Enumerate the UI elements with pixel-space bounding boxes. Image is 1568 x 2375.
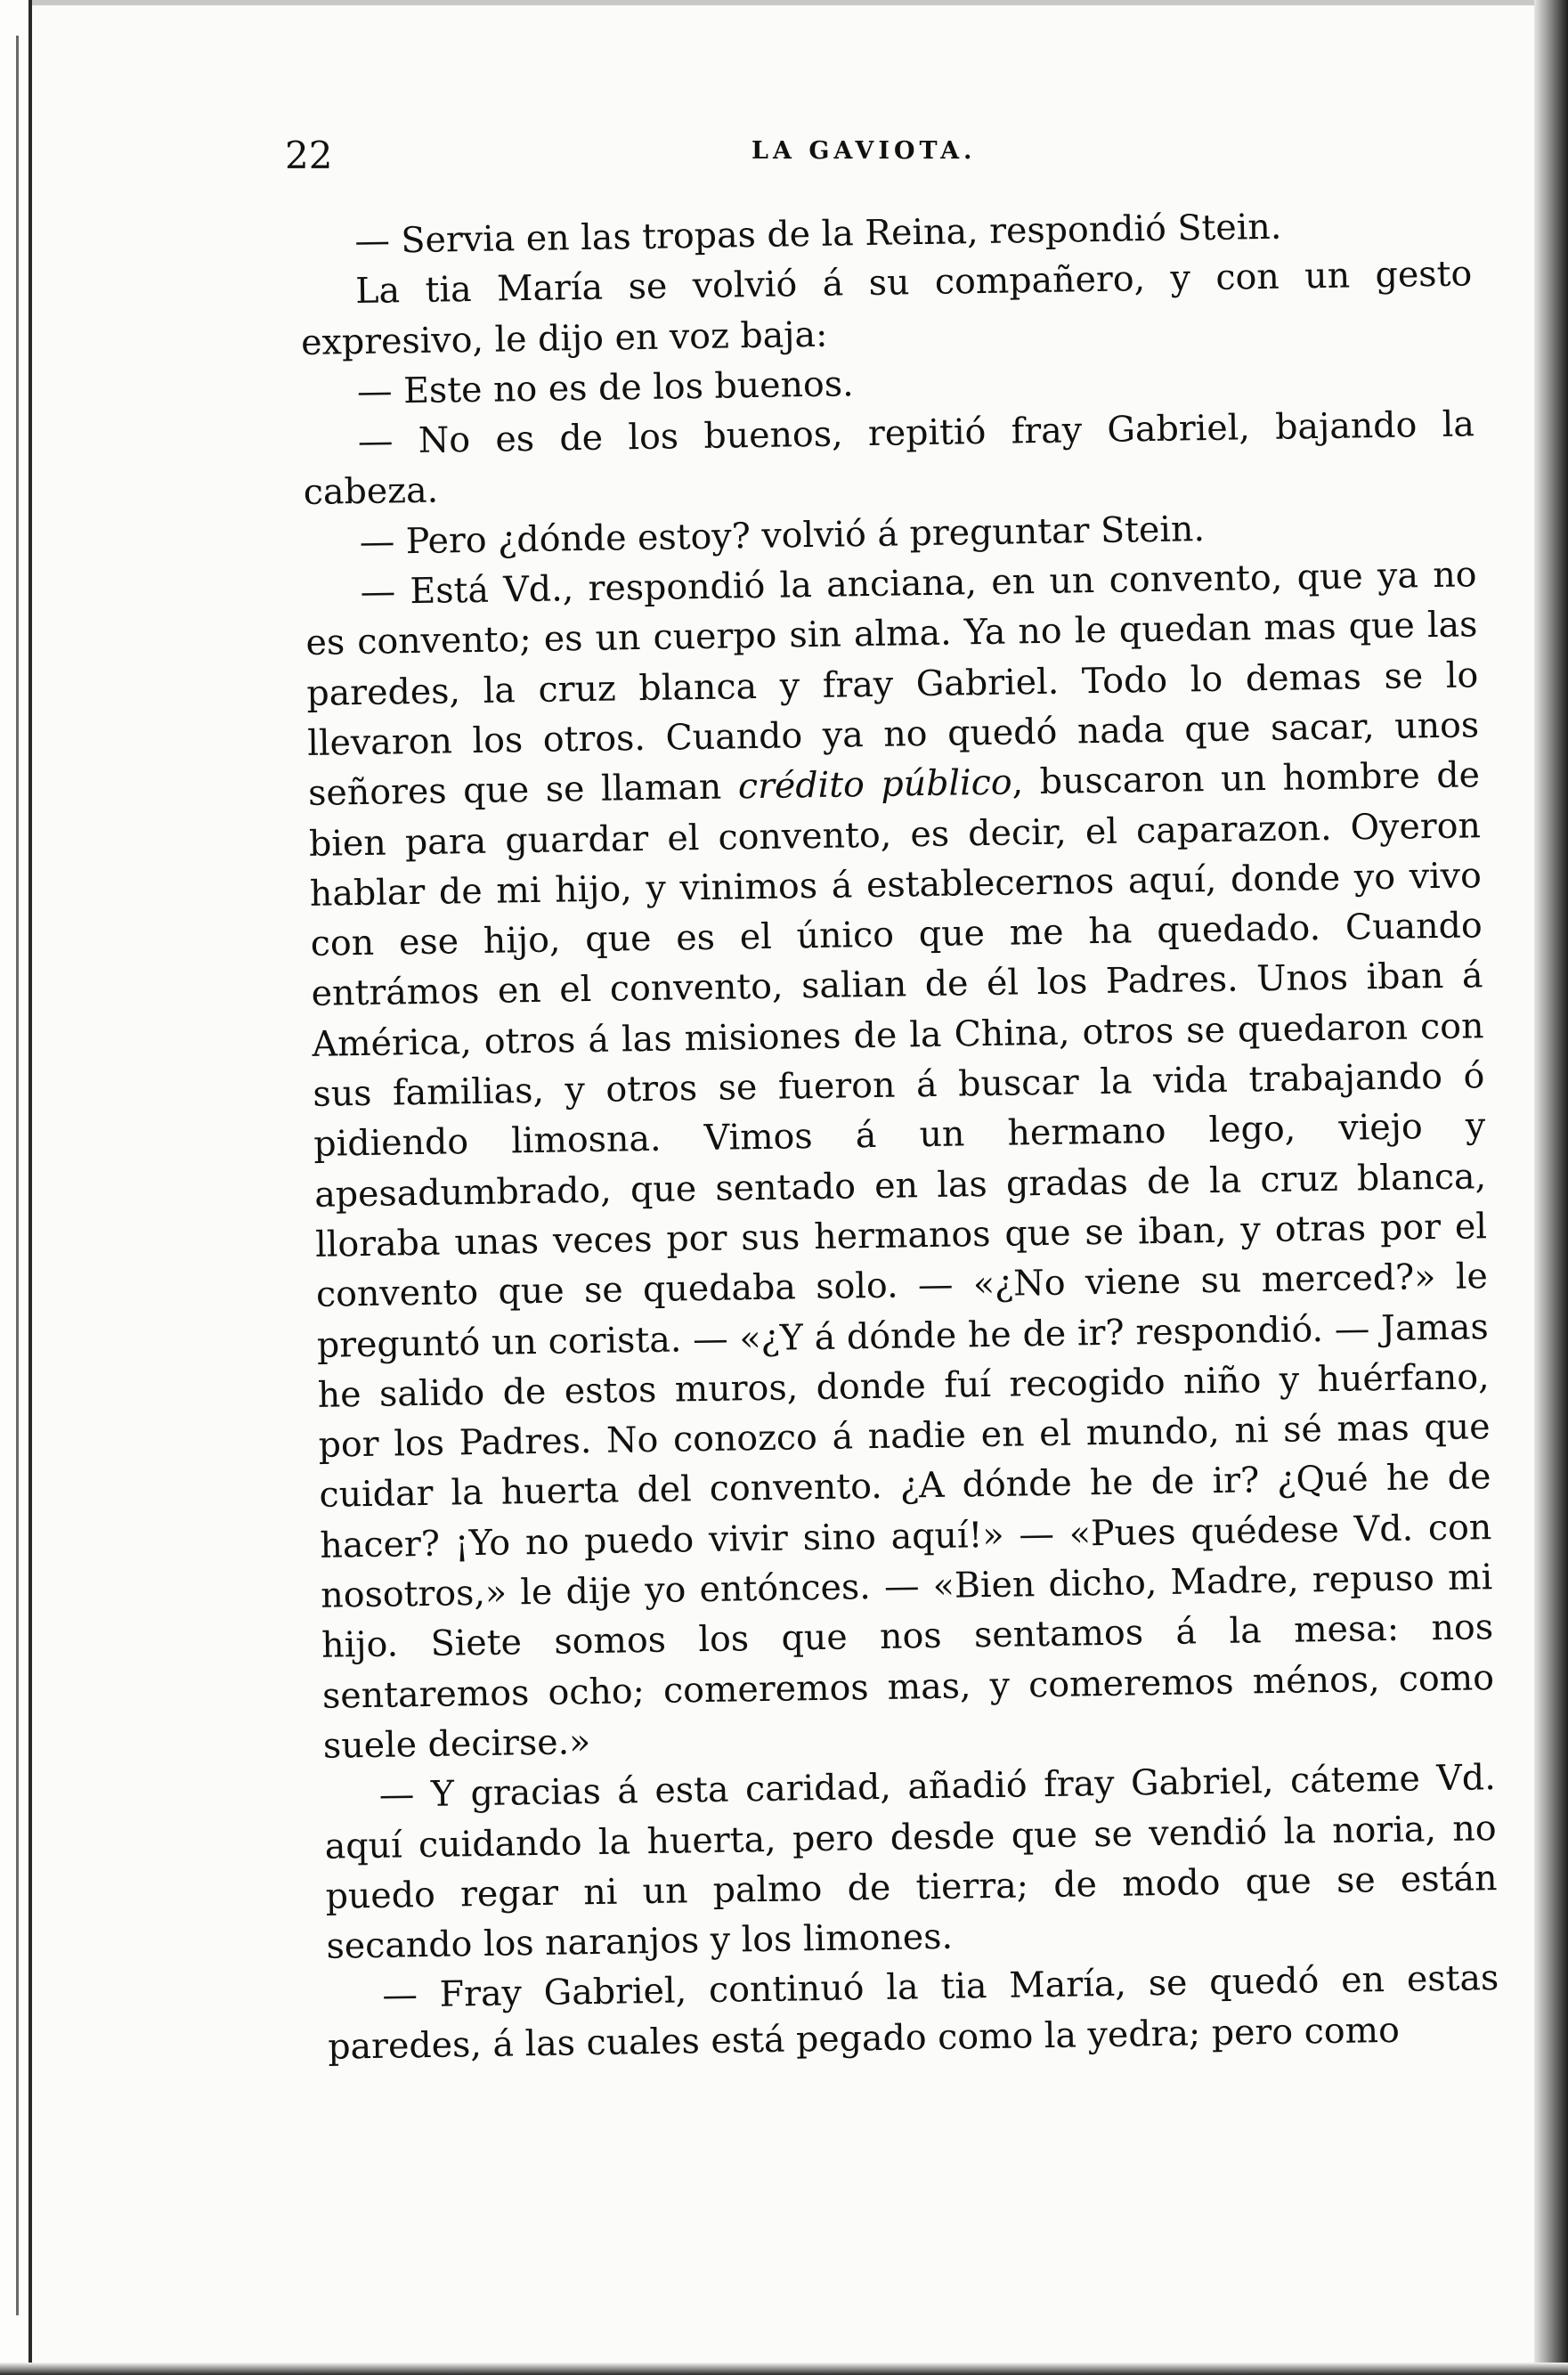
running-title: LA GAVIOTA. <box>752 137 977 165</box>
page-number: 22 <box>285 134 333 177</box>
binding-shadow-line <box>16 36 19 2315</box>
scan-right-edge <box>1534 0 1568 2375</box>
paragraph: — No es de los buenos, repitió fray Gabriel, bajando la cabeza. <box>303 403 1475 514</box>
paragraph-with-emphasis <box>305 549 1495 1771</box>
paragraph: — Servia en las tropas de la Reina, respondió Stein. <box>354 206 1282 263</box>
paragraph-text-after: , buscaron un hombre de bien para guardar el convento, es decir, el caparazon. Oyeron hablar de mi hijo, y vinimos á establecernos aquí, donde yo vivo con ese hijo, que es el único que me ha quedado. Cuando entrámos en el convento, salian de él los Padres. Unos iban á América, otros á las misiones de la China, otros se quedaron con sus familias, y otros se fueron á buscar la vida trabajando ó pidiendo limosna. Vimos á un hermano lego, viejo y apesadumbrado, que sentado en las gradas de la cruz blanca, lloraba unas veces por sus hermanos que se iban, y otras por el convento que se quedaba solo. — «¿No viene su merced?» le preguntó un corista. — «¿Y á dónde he de ir? respondió. — Jamas he salido de estos muros, donde fuí recogido niño y huérfano, por los Padres. No conozco á nadie en el mundo, ni sé mas que cuidar la huerta del convento. ¿A dónde he de ir? ¿Qué he de hacer? ¡Yo no puedo vivir sino aquí!» — «Pues quédese Vd. con nosotros,» le dije yo entónces. — «Bien dicho, Madre, repuso mi hijo. Siete somos los que nos sentamos á la mesa: nos sentaremos ocho; comeremos mas, y comeremos ménos, como suele decirse.» <box>308 754 1495 1767</box>
binding-edge <box>0 0 32 2375</box>
paragraph-text-before: — Está Vd., respondió la anciana, en un convento, que ya no es convento; es un cuerpo sin alma. Ya no le quedan mas que las paredes, la cruz blanca y fray Gabriel. Todo lo demas se lo llevaron los otros. Cuando ya no quedó nada que sacar, unos señores que se llaman <box>305 554 1480 815</box>
paragraph: — Y gracias á esta caridad, añadió fray Gabriel, cáteme Vd. aquí cuidando la huerta, pero desde que se vendió la noria, no puedo regar ni un palmo de tierra; de modo que se están secando los naranjos y los limones. <box>324 1757 1498 1967</box>
italic-emphasis: crédito público <box>737 761 1012 808</box>
body-text <box>299 199 1500 2071</box>
paragraph: — Fray Gabriel, continuó la tia María, se quedó en estas paredes, á las cuales está pegado como la yedra; pero como <box>327 1957 1499 2068</box>
scan-bottom-edge <box>0 2363 1568 2375</box>
page-header <box>285 130 1442 183</box>
paragraph: — Este no es de los buenos. <box>356 363 854 412</box>
paragraph: — Pero ¿dónde estoy? volvió á preguntar Stein. <box>359 508 1206 563</box>
paragraph: La tia María se volvió á su compañero, y con un gesto expresivo, le dijo en voz baja: <box>300 253 1473 363</box>
scan-top-edge <box>27 0 1540 5</box>
